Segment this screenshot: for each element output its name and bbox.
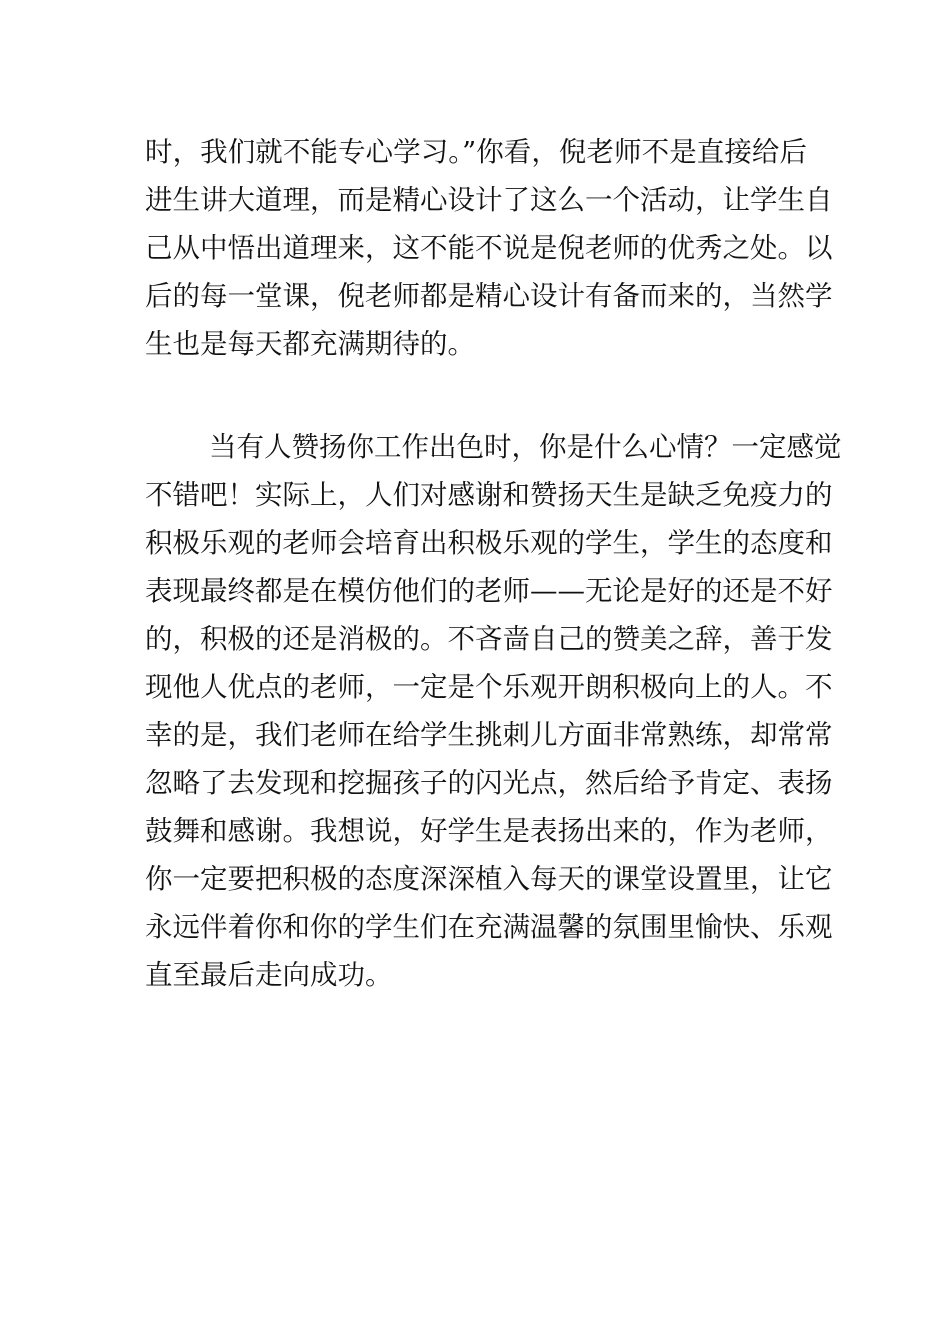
paragraph-line: 的，积极的还是消极的。不吝啬自己的赞美之辞，善于发 [145,623,833,655]
paragraph-line: 永远伴着你和你的学生们在充满温馨的氛围里愉快、乐观 [145,911,833,943]
paragraph-line: 不错吧！实际上，人们对感谢和赞扬天生是缺乏免疫力的 [145,479,833,511]
paragraph-2 [145,423,842,999]
paragraph-line: 现他人优点的老师，一定是个乐观开朗积极向上的人。不 [145,671,833,703]
paragraph-line: 忽略了去发现和挖掘孩子的闪光点，然后给予肯定、表扬 [145,767,833,799]
paragraph-line: 己从中悟出道理来，这不能不说是倪老师的优秀之处。以 [145,232,833,264]
paragraph-1 [145,128,833,368]
paragraph-line: 生也是每天都充满期待的。 [145,328,475,360]
paragraph-line: 进生讲大道理，而是精心设计了这么一个活动，让学生自 [145,184,833,216]
paragraph-line: 表现最终都是在模仿他们的老师——无论是好的还是不好 [145,575,833,607]
paragraph-line: 直至最后走向成功。 [145,959,393,991]
paragraph-line: 积极乐观的老师会培育出积极乐观的学生，学生的态度和 [145,527,833,559]
paragraph-line: 鼓舞和感谢。我想说，好学生是表扬出来的，作为老师， [145,815,833,847]
paragraph-line: 当有人赞扬你工作出色时，你是什么心情？一定感觉 [209,431,842,463]
paragraph-line: 时，我们就不能专心学习。”你看，倪老师不是直接给后 [145,136,807,168]
paragraph-line: 幸的是，我们老师在给学生挑刺儿方面非常熟练，却常常 [145,719,833,751]
paragraph-line: 你一定要把积极的态度深深植入每天的课堂设置里，让它 [145,863,833,895]
paragraph-line: 后的每一堂课，倪老师都是精心设计有备而来的，当然学 [145,280,833,312]
